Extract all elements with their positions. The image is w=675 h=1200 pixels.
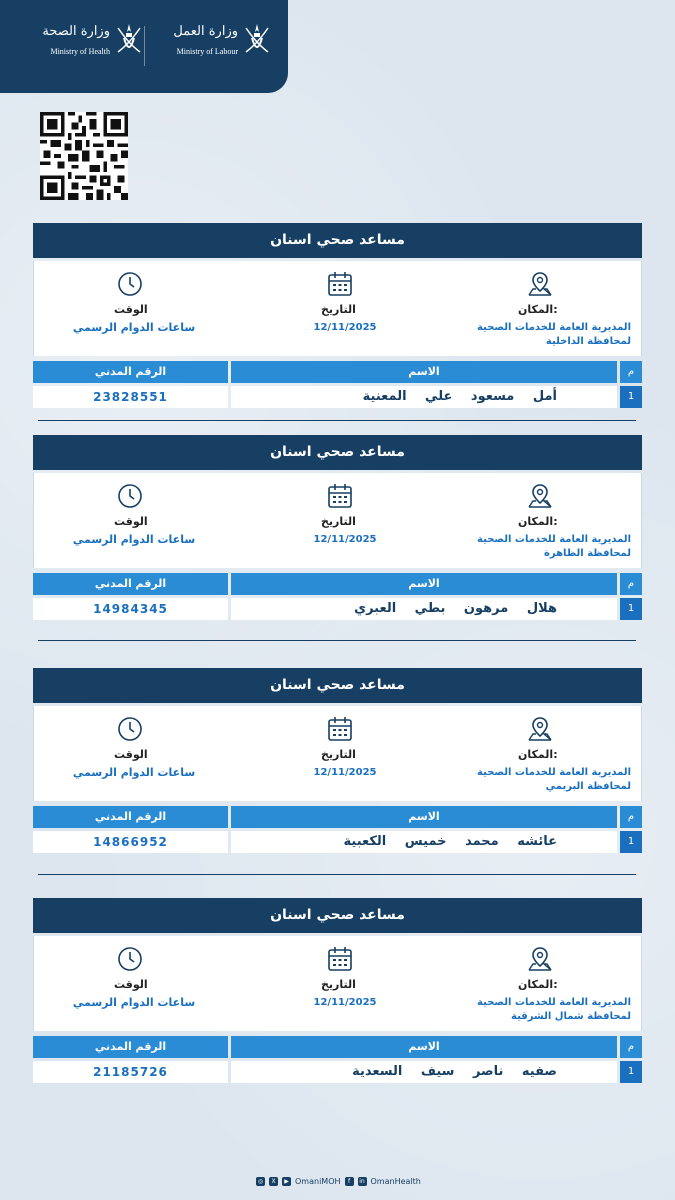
section-divider [38, 874, 636, 875]
location-pin-icon [526, 945, 554, 973]
health-ar-text: وزارة الصحة [42, 24, 110, 39]
header-banner [0, 0, 288, 93]
time-column [34, 706, 234, 801]
name-value: هلال مرهون بطي العبري [354, 601, 557, 616]
date-value: 12/11/2025 [313, 997, 377, 1008]
num-header: م [620, 573, 642, 595]
place-label: المكان: [518, 978, 558, 991]
time-column [34, 473, 234, 568]
section-title: مساعد صحي اسنان [33, 668, 642, 703]
name-value: صفيه ناصر سيف السعدية [352, 1064, 557, 1079]
row-number: 1 [620, 386, 642, 408]
civil-number: 14984345 [33, 598, 228, 620]
table-row [33, 598, 642, 620]
time-column [34, 261, 234, 356]
date-column [240, 473, 440, 568]
time-column [34, 936, 234, 1031]
section-divider [38, 640, 636, 641]
location-pin-icon [526, 270, 554, 298]
time-label: الوقت [114, 303, 148, 316]
place-value: المديرية العامة للخدمات الصحية لمحافظة البريمي [477, 767, 631, 792]
num-header: م [620, 806, 642, 828]
health-en-text: Ministry of Health [50, 47, 110, 56]
table-header [33, 1036, 642, 1058]
date-column [240, 261, 440, 356]
info-panel [33, 261, 642, 356]
place-column [443, 706, 643, 801]
name-value: أمل مسعود علي المعنية [362, 389, 557, 404]
name-cell [231, 1061, 617, 1083]
calendar-icon [326, 482, 354, 510]
x-icon[interactable]: X [269, 1177, 278, 1186]
job-section [33, 435, 642, 620]
place-column [443, 261, 643, 356]
info-panel [33, 936, 642, 1031]
name-header: الاسم [231, 573, 617, 595]
row-number: 1 [620, 1061, 642, 1083]
labour-ar-text: وزارة العمل [173, 24, 238, 39]
clock-icon [116, 715, 144, 743]
job-section [33, 668, 642, 853]
location-pin-icon [526, 482, 554, 510]
ministry-of-health-logo [24, 22, 144, 66]
info-panel [33, 706, 642, 801]
table-row [33, 386, 642, 408]
date-label: التاريخ [321, 748, 356, 761]
place-value: المديرية العامة للخدمات الصحية لمحافظة شمال الشرقية [477, 997, 631, 1022]
num-header: م [620, 1036, 642, 1058]
place-label: المكان: [518, 515, 558, 528]
section-title: مساعد صحي اسنان [33, 898, 642, 933]
name-header: الاسم [231, 361, 617, 383]
row-number: 1 [620, 598, 642, 620]
oman-emblem-icon [242, 22, 272, 58]
civil-header: الرقم المدني [33, 1036, 228, 1058]
time-label: الوقت [114, 515, 148, 528]
time-value: ساعات الدوام الرسمي [72, 996, 196, 1009]
location-pin-icon [526, 715, 554, 743]
calendar-icon [326, 945, 354, 973]
table-row [33, 1061, 642, 1083]
date-column [240, 706, 440, 801]
civil-header: الرقم المدني [33, 361, 228, 383]
place-label: المكان: [518, 303, 558, 316]
calendar-icon [326, 270, 354, 298]
handle-omanimoh[interactable]: OmaniMOH [295, 1176, 341, 1186]
qr-code[interactable] [40, 112, 128, 200]
civil-header: الرقم المدني [33, 806, 228, 828]
time-value: ساعات الدوام الرسمي [72, 766, 196, 779]
time-value: ساعات الدوام الرسمي [72, 321, 196, 334]
ministry-of-labour-logo [152, 22, 272, 66]
job-section [33, 898, 642, 1083]
section-title: مساعد صحي اسنان [33, 435, 642, 470]
time-value: ساعات الدوام الرسمي [72, 533, 196, 546]
labour-en-text: Ministry of Labour [176, 47, 238, 56]
facebook-icon[interactable]: f [345, 1177, 354, 1186]
clock-icon [116, 482, 144, 510]
time-label: الوقت [114, 748, 148, 761]
date-value: 12/11/2025 [313, 322, 377, 333]
name-value: عائشه محمد خميس الكعبية [343, 834, 557, 849]
civil-header: الرقم المدني [33, 573, 228, 595]
table-header [33, 806, 642, 828]
row-number: 1 [620, 831, 642, 853]
name-header: الاسم [231, 1036, 617, 1058]
place-value: المديرية العامة للخدمات الصحية لمحافظة الداخلية [477, 322, 631, 347]
oman-emblem-icon [114, 22, 144, 58]
civil-number: 23828551 [33, 386, 228, 408]
place-column [443, 473, 643, 568]
table-row [33, 831, 642, 853]
place-column [443, 936, 643, 1031]
social-footer [256, 1174, 421, 1188]
civil-number: 14866952 [33, 831, 228, 853]
handle-omanhealth[interactable]: OmanHealth [370, 1176, 421, 1186]
job-section [33, 223, 642, 408]
name-cell [231, 831, 617, 853]
date-value: 12/11/2025 [313, 534, 377, 545]
date-label: التاريخ [321, 303, 356, 316]
date-column [240, 936, 440, 1031]
instagram-icon[interactable]: ◎ [257, 1177, 264, 1185]
num-header: م [620, 361, 642, 383]
youtube-icon[interactable]: ▶ [282, 1177, 291, 1186]
table-header [33, 361, 642, 383]
place-label: المكان: [518, 748, 558, 761]
calendar-icon [326, 715, 354, 743]
name-cell [231, 598, 617, 620]
info-panel [33, 473, 642, 568]
date-label: التاريخ [321, 978, 356, 991]
place-value: المديرية العامة للخدمات الصحية لمحافظة الظاهرة [477, 534, 631, 559]
table-header [33, 573, 642, 595]
section-title: مساعد صحي اسنان [33, 223, 642, 258]
clock-icon [116, 270, 144, 298]
linkedin-icon[interactable]: in [359, 1177, 365, 1185]
time-label: الوقت [114, 978, 148, 991]
name-header: الاسم [231, 806, 617, 828]
section-divider [38, 420, 636, 421]
header-divider [144, 26, 145, 66]
name-cell [231, 386, 617, 408]
civil-number: 21185726 [33, 1061, 228, 1083]
date-label: التاريخ [321, 515, 356, 528]
date-value: 12/11/2025 [313, 767, 377, 778]
clock-icon [116, 945, 144, 973]
